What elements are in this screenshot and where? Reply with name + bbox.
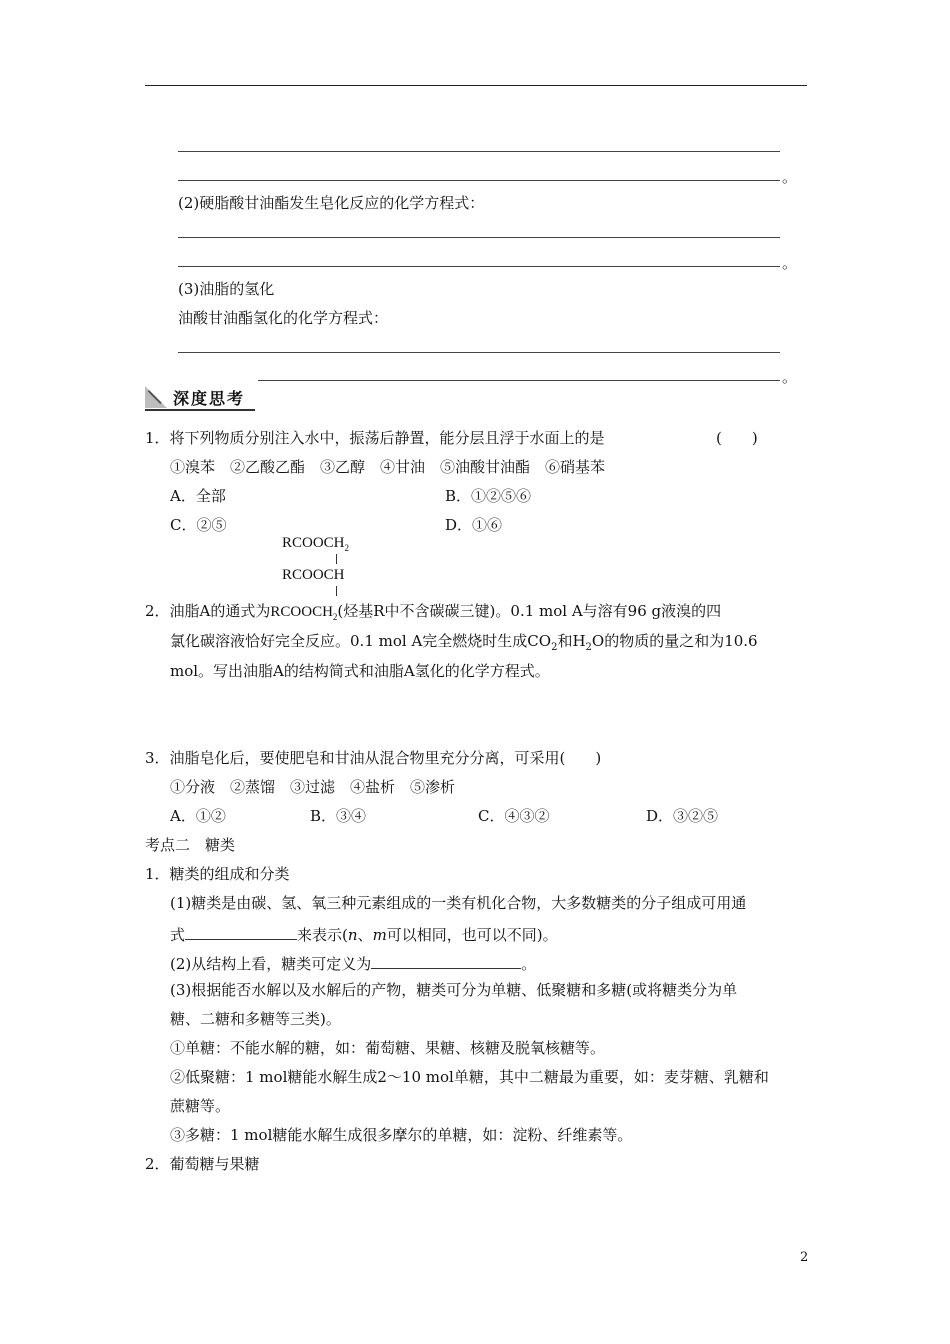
q2-label: (2)硬脂酸甘油酯发生皂化反应的化学方程式： [178, 194, 485, 212]
fill-blank [185, 925, 297, 940]
period-mark: 。 [782, 254, 798, 272]
section2-p1-a: (1)糖类是由碳、氢、氧三种元素组成的一类有机化合物，大多数糖类的分子组成可用通 [170, 894, 747, 912]
q1-option-a: A．全部 [170, 487, 226, 505]
answer-line [178, 151, 780, 152]
q2-line-2: 氯化碳溶液恰好完全反应。0.1 mol A完全燃烧时生成$CO_2$和$H_2O$的物质的量之和为10.6 [170, 632, 758, 653]
q1-options: ①溴苯 ②乙酸乙酯 ③乙醇 ④甘油 ⑤油酸甘油酯 ⑥硝基苯 [170, 458, 606, 476]
fill-blank [371, 954, 521, 969]
section2-c1: ①单糖：不能水解的糖，如：葡萄糖、果糖、核糖及脱氧核糖等。 [170, 1039, 606, 1057]
section2-p3-a: (3)根据能否水解以及水解后的产物，糖类可分为单糖、低聚糖和多糖(或将糖类分为单 [170, 981, 738, 999]
section2-c2-b: 蔗糖等。 [170, 1097, 231, 1115]
section-badge [145, 385, 255, 409]
section2-item-2: 2．葡萄糖与果糖 [145, 1155, 260, 1173]
q3-option-a: A．①② [170, 807, 226, 825]
q1-option-c: C．②⑤ [170, 516, 227, 534]
q3-option-d: D．③②⑤ [646, 807, 719, 825]
section2-p3-b: 糖、二糖和多糖等三类)。 [170, 1010, 341, 1028]
q1-stem: 1．将下列物质分别注入水中，振荡后静置，能分层且浮于水面上的是 [145, 429, 605, 447]
q3-label: (3)油脂的氢化 [178, 280, 275, 298]
header-rule [145, 85, 807, 86]
section2-c2-a: ②低聚糖：1 mol糖能水解生成2～10 mol单糖，其中二糖最为重要，如：麦芽糖、乳糖和 [170, 1068, 769, 1086]
formula-row-1: $RCOOCH_2$ [282, 535, 350, 553]
formula-row-2: RCOOCH [282, 567, 345, 583]
section2-p2: (2)从结构上看，糖类可定义为 。 [170, 955, 537, 973]
answer-line [258, 380, 780, 381]
bond-line [336, 554, 337, 564]
period-mark: 。 [782, 168, 798, 186]
q1-paren: ( ) [716, 429, 758, 447]
section2-c3: ③多糖：1 mol糖能水解生成很多摩尔的单糖，如：淀粉、纤维素等。 [170, 1126, 633, 1144]
bond-line [336, 586, 337, 596]
q1-option-b: B．①②⑤⑥ [445, 487, 532, 505]
q2-line-3: mol。写出油脂A的结构简式和油脂A氢化的化学方程式。 [170, 662, 550, 680]
q3-stem: 3．油脂皂化后，要使肥皂和甘油从混合物里充分分离，可采用( ) [145, 749, 602, 767]
answer-line [178, 237, 780, 238]
answer-line [178, 352, 780, 353]
answer-line [178, 266, 780, 267]
formula-row-3: $RCOOCH_2$ [270, 604, 338, 622]
section2-item-1: 1．糖类的组成和分类 [145, 865, 290, 883]
q1-option-d: D．①⑥ [445, 516, 503, 534]
q3-sub: 油酸甘油酯氢化的化学方程式： [178, 309, 389, 327]
q2-line-1: 2．油脂A的通式为$RCOOCH_2$(烃基R中不含碳碳三键)。0.1 mol A与溶有96 g液溴的四 [145, 602, 722, 622]
q3-option-b: B．③④ [310, 807, 367, 825]
answer-line [178, 180, 780, 181]
section2-heading: 考点二 糖类 [145, 836, 236, 854]
q3-options: ①分液 ②蒸馏 ③过滤 ④盐析 ⑤渗析 [170, 778, 456, 796]
corner-triangle-icon [145, 386, 167, 408]
badge-underline [145, 409, 255, 411]
page-number: 2 [800, 1250, 809, 1265]
q3-option-c: C．④③② [478, 807, 550, 825]
section-badge-label: 深度思考 [173, 388, 246, 408]
period-mark: 。 [782, 368, 798, 386]
section2-p1-b: 式 来表示(n、m可以相同，也可以不同)。 [170, 926, 558, 944]
